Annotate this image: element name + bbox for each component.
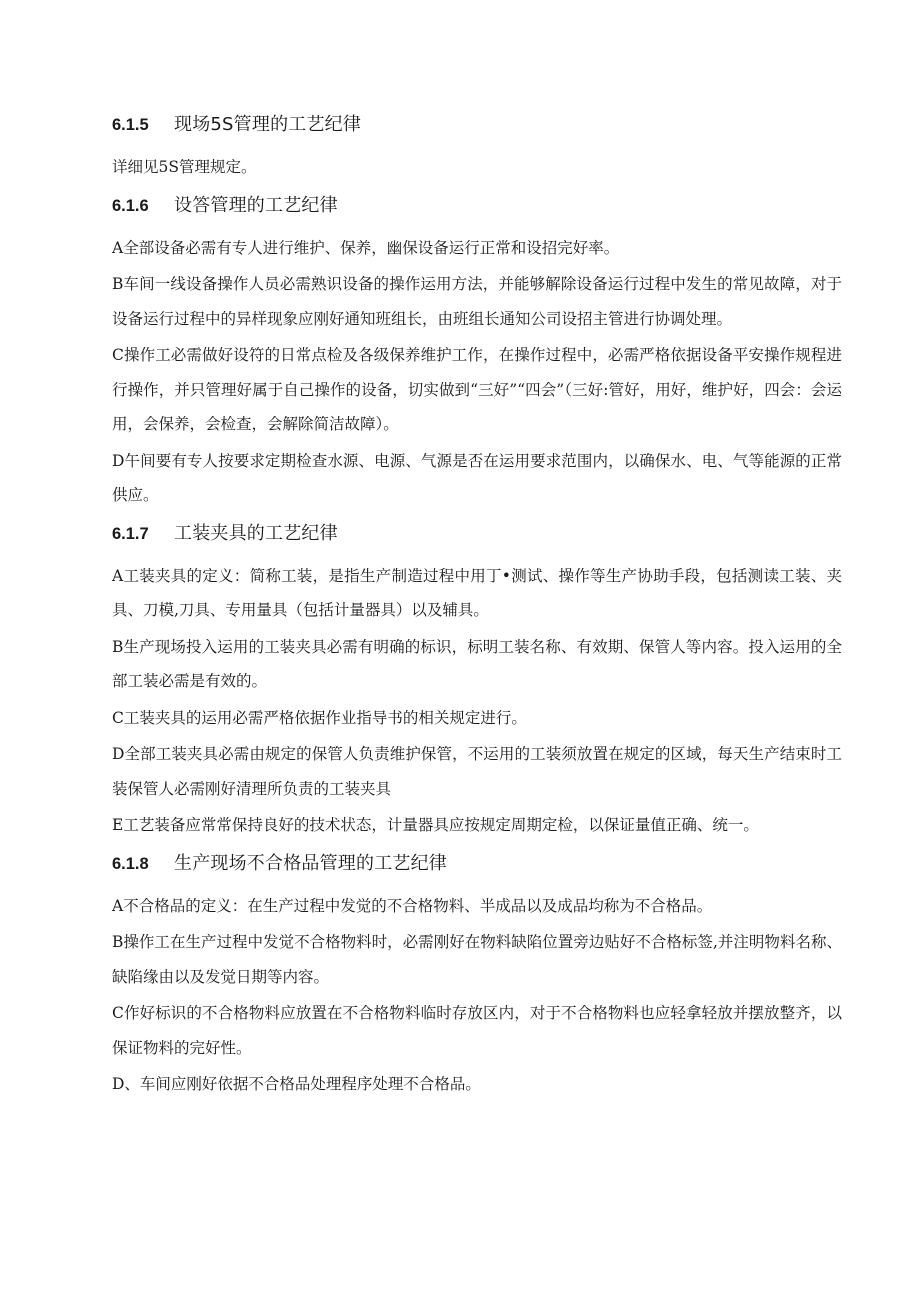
section-title: 现场5S管理的工艺纪律 — [174, 114, 362, 135]
paragraph: C工装夹具的运用必需严格依据作业指导书的相关规定进行。 — [112, 708, 527, 727]
section-heading — [112, 519, 842, 545]
section-heading — [112, 110, 842, 136]
section-number: 6.1.7 — [112, 524, 149, 543]
section-title: 生产现场不合格品管理的工艺纪律 — [174, 852, 447, 874]
section-title: 工装夹具的工艺纪律 — [174, 522, 338, 544]
paragraph: D全部工装夹具必需由规定的保管人负责维护保管，不运用的工装须放置在规定的区域，每天生产结束时工装保管人必需刚好清理所负责的工装夹具 — [112, 745, 842, 798]
paragraph: E工艺装备应常常保持良好的技术状态，计量器具应按规定周期定检，以保证量值正确、统一。 — [112, 816, 759, 834]
paragraph: A全部设备必需有专人进行维护、保养，幽保设备运行正常和设招完好率。 — [112, 238, 620, 257]
section-number: 6.1.6 — [112, 196, 149, 215]
paragraph: B操作工在生产过程中发觉不合格物料时，必需刚好在物料缺陷位置旁边贴好不合格标签,并注明物料名称、缺陷缘由以及发觉日期等内容。 — [112, 933, 842, 986]
paragraph: D午间要有专人按要求定期检查水源、电源、气源是否在运用要求范围内，以确保水、电、气等能源的正常供应。 — [112, 451, 842, 504]
section-6-1-5 — [112, 110, 842, 185]
section-number: 6.1.5 — [112, 116, 149, 134]
section-heading — [112, 191, 842, 217]
paragraph: A工装夹具的定义：简称工装，是指生产制造过程中用丁•测试、操作等生产协助手段，包括测读工装、夹具、刀模,刀具、专用量具（包括计量器具）以及辅具。 — [112, 566, 842, 619]
section-6-1-8 — [112, 849, 842, 1102]
paragraph: 详细见5S管理规定。 — [112, 158, 257, 176]
section-title: 设答管理的工艺纪律 — [174, 194, 338, 216]
paragraph: C作好标识的不合格物料应放置在不合格物料临时存放区内，对于不合格物料也应轻拿轻放并摆放整齐，以保证物料的完好性。 — [112, 1004, 842, 1057]
paragraph: B生产现场投入运用的工装夹具必需有明确的标识，标明工装名称、有效期、保管人等内容。投入运用的全部工装必需是有效的。 — [112, 637, 842, 690]
section-6-1-6 — [112, 191, 842, 513]
paragraph: C操作工必需做好设符的日常点检及各级保养维护工作，在操作过程中，必需严格依据设备平安操作规程进行操作，并只管理好属于自己操作的设备，切实做到“三好”“四会”（三好:管好，用好，维护好，四会：会运用，会保养，会检查，会解除简洁故障）。 — [112, 346, 842, 433]
paragraph: A不合格品的定义：在生产过程中发觉的不合格物料、半成品以及成品均称为不合格品。 — [112, 896, 713, 915]
document-page — [112, 110, 842, 1108]
section-heading — [112, 849, 842, 875]
section-number: 6.1.8 — [112, 854, 149, 873]
paragraph: B车间一线设备操作人员必需熟识设备的操作运用方法，并能够解除设备运行过程中发生的常见故障，对于设备运行过程中的异样现象应刚好通知班组长，由班组长通知公司设招主管进行协调处理。 — [112, 275, 842, 328]
section-6-1-7 — [112, 519, 842, 843]
paragraph: D、车间应刚好依据不合格品处理程序处理不合格品。 — [112, 1075, 481, 1093]
